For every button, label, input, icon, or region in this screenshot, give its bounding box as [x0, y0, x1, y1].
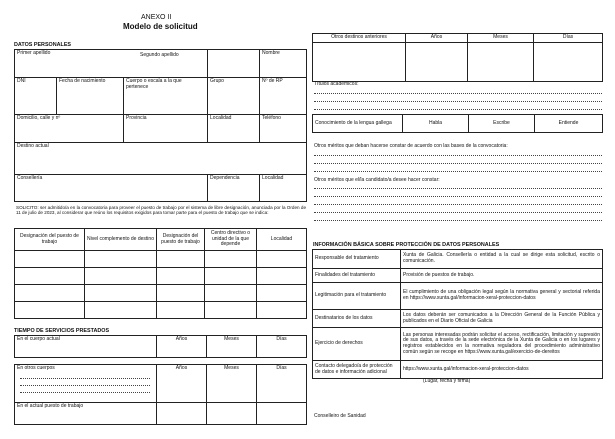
table-cell[interactable]	[205, 285, 257, 302]
dp-label-contact: Contacto delegado/a de protección de datos e información adicional	[313, 361, 401, 379]
body-scale-field[interactable]: Cuerpo o escala a la que pertenece	[124, 78, 208, 115]
dp-value-contact: https://www.xunta.gal/informacion-xeral-proteccion-datos	[401, 361, 603, 379]
days-field[interactable]	[257, 403, 307, 425]
dotted-line	[20, 392, 150, 393]
post-request-table	[14, 228, 307, 319]
locality-field[interactable]: Localidad	[208, 115, 260, 143]
page-title: Modelo de solicitud	[123, 22, 198, 31]
col-post-designation-2: Designación del puesto de trabajo	[157, 229, 205, 251]
dotted-line	[314, 93, 602, 94]
dotted-line	[314, 155, 602, 156]
first-surname-field[interactable]: Primer apellido	[15, 50, 208, 78]
understands-checkbox[interactable]: Entiende	[535, 115, 603, 133]
table-cell[interactable]	[205, 302, 257, 319]
months-field[interactable]	[468, 42, 534, 81]
dotted-line	[20, 378, 150, 379]
months-field[interactable]	[207, 403, 257, 425]
dp-label-recipients: Destinatarios de los datos	[313, 310, 401, 328]
col-center: Centro directivo o unidad de la que depende	[205, 229, 257, 251]
academic-label: Títulos académicos:	[314, 81, 359, 87]
months-field[interactable]: Meses	[207, 365, 257, 403]
department-field[interactable]: Consellería	[15, 175, 208, 202]
second-surname-field[interactable]	[208, 50, 260, 78]
table-cell[interactable]	[15, 268, 85, 285]
dotted-line	[314, 212, 602, 213]
dotted-line	[314, 163, 602, 164]
table-cell[interactable]	[157, 251, 205, 268]
second-surname-label: Segundo apellido	[140, 52, 179, 58]
address-field[interactable]: Domicilio, calle y nº	[15, 115, 124, 143]
col-level: Nivel complemento de destino	[85, 229, 157, 251]
table-cell[interactable]	[157, 268, 205, 285]
other-merits-label: Otros méritos que deban hacerse constar de acuerdo con las bases de la convocatoria:	[314, 143, 508, 149]
dotted-line	[314, 204, 602, 205]
other-bodies-field[interactable]: En otros cuerpos	[15, 365, 157, 403]
dotted-line	[20, 385, 150, 386]
current-post-time-field[interactable]: En el actual puesto de trabajo	[15, 403, 157, 425]
years-header: Años	[406, 34, 468, 43]
months-header: Meses	[468, 34, 534, 43]
table-cell[interactable]	[85, 285, 157, 302]
table-cell[interactable]	[85, 251, 157, 268]
dp-value-recipients: Los datos deberán ser comunicados a la Dirección General de la Función Pública y publicados en el Diario Oficial de Galicia	[401, 310, 603, 328]
locality2-field[interactable]: Localidad	[260, 175, 307, 202]
data-protection-heading: INFORMACIÓN BÁSICA SOBRE PROTECCIÓN DE DATOS PERSONALES	[313, 242, 500, 248]
days-header: Días	[534, 34, 603, 43]
days-field[interactable]: Días	[257, 365, 307, 403]
personal-data-heading: DATOS PERSONALES	[14, 42, 72, 48]
name-field[interactable]: Nombre	[260, 50, 307, 78]
dp-value-purpose: Provisión de puestos de trabajo.	[401, 269, 603, 283]
dp-label-rights: Ejercicio de derechos	[313, 328, 401, 361]
table-cell[interactable]	[15, 285, 85, 302]
annex-label: ANEXO II	[141, 14, 172, 21]
request-text: SOLICITO: ser admitido/a en la convocatoria para proveer el puesto de trabajo por el sistema de libre designación, anunciada por la Orden de 11 de julio de 2023, al considerar que reúno los requisitos exigidos para tomar parte para el puesto de trabajo que se indica:	[16, 205, 306, 216]
table-cell[interactable]	[85, 268, 157, 285]
dp-label-legitimation: Legitimación para el tratamiento	[313, 283, 401, 310]
table-cell[interactable]	[85, 302, 157, 319]
table-cell[interactable]	[257, 251, 307, 268]
personal-data-table	[14, 49, 307, 202]
dotted-line	[314, 220, 602, 221]
table-cell[interactable]	[15, 251, 85, 268]
phone-field[interactable]: Teléfono	[260, 115, 307, 143]
dp-value-rights: Las personas interesadas podrán solicitar el acceso, rectificación, limitación y supresión de sus datos, a través de la sede electrónica de la Xunta de Galicia o en los lugares y registros establecidos en la normativa reguladora del procedimiento administrativo común según se recoge en https://www.xunta.gal/exercicio-de-dereitos	[401, 328, 603, 361]
table-cell[interactable]	[257, 285, 307, 302]
table-cell[interactable]	[205, 251, 257, 268]
years-field[interactable]	[157, 403, 207, 425]
col-post-designation: Designación del puesto de trabajo	[15, 229, 85, 251]
group-field[interactable]: Grupo	[208, 78, 260, 115]
previous-posts-field[interactable]	[313, 42, 406, 81]
table-cell[interactable]	[257, 268, 307, 285]
dotted-line	[314, 101, 602, 102]
table-cell[interactable]	[257, 302, 307, 319]
days-field[interactable]: Días	[257, 336, 307, 358]
other-bodies-table	[14, 364, 307, 425]
writes-checkbox[interactable]: Escribe	[469, 115, 535, 133]
days-field[interactable]	[534, 42, 603, 81]
table-cell[interactable]	[205, 268, 257, 285]
previous-posts-table	[312, 33, 603, 82]
dp-label-purpose: Finalidades del tratamiento	[313, 269, 401, 283]
recipient-label: Conselleiro de Sanidad	[314, 413, 366, 419]
table-cell[interactable]	[157, 302, 205, 319]
dependency-field[interactable]: Dependencia	[208, 175, 260, 202]
nrp-field[interactable]: Nº de RP	[260, 78, 307, 115]
months-field[interactable]: Meses	[207, 336, 257, 358]
current-body-field[interactable]: En el cuerpo actual	[15, 336, 157, 358]
previous-posts-header: Otros destinos anteriores	[313, 34, 406, 43]
dotted-line	[314, 171, 602, 172]
current-post-field[interactable]: Destino actual	[15, 143, 307, 175]
birth-date-field[interactable]: Fecha de nacimiento	[57, 78, 124, 115]
service-time-heading: TIEMPO DE SERVICIOS PRESTADOS	[14, 328, 110, 334]
other-candidate-merits-label: Otros méritos que el/la candidato/a desee hacer constar:	[314, 177, 440, 183]
col-locality: Localidad	[257, 229, 307, 251]
dni-field[interactable]: DNI	[15, 78, 57, 115]
years-field[interactable]: Años	[157, 336, 207, 358]
current-body-table	[14, 335, 307, 358]
galician-table	[312, 114, 603, 133]
table-cell[interactable]	[157, 285, 205, 302]
speaks-checkbox[interactable]: Habla	[403, 115, 469, 133]
dp-value-legitimation: El cumplimiento de una obligación legal según la normativa general y sectorial referida en https://www.xunta.gal/informacion-xeral-proteccion-datos	[401, 283, 603, 310]
dotted-line	[314, 196, 602, 197]
years-field[interactable]	[406, 42, 468, 81]
galician-label: Conocimiento de la lengua gallega	[313, 115, 403, 133]
table-cell[interactable]	[15, 302, 85, 319]
data-protection-table	[312, 249, 603, 379]
dotted-line	[314, 188, 602, 189]
dp-value-responsible: Xunta de Galicia. Consellería o entidad a la cual se dirige esta solicitud, escrito o comunicación.	[401, 250, 603, 269]
dp-label-responsible: Responsable del tratamiento	[313, 250, 401, 269]
place-date-label: (Lugar, fecha y firma)	[423, 378, 471, 384]
province-field[interactable]: Provincia	[124, 115, 208, 143]
years-field[interactable]: Años	[157, 365, 207, 403]
dotted-line	[314, 109, 602, 110]
